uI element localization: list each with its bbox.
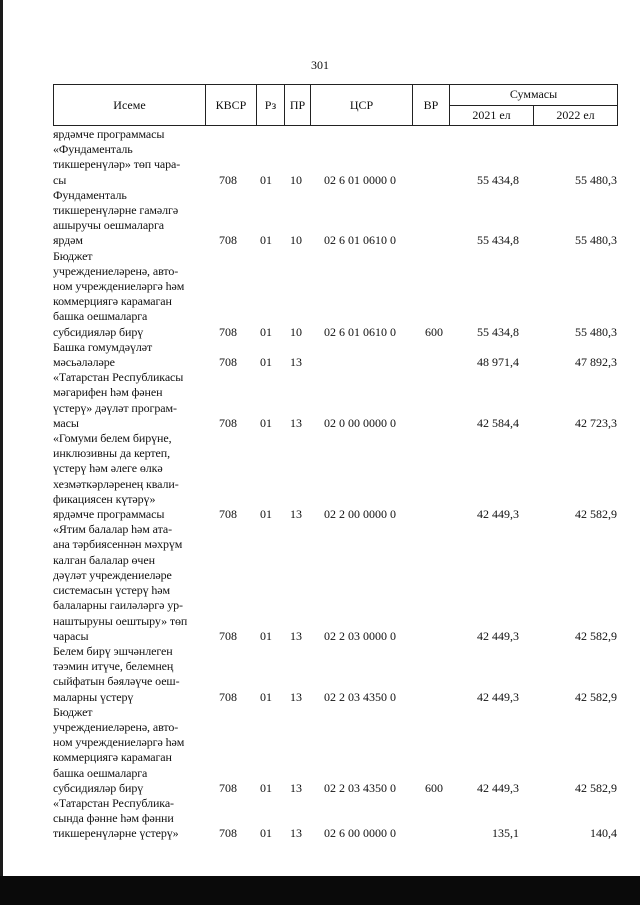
row-name-line: ном учреждениеләргә һәм <box>53 735 185 750</box>
cell-sum-2022: 42 723,3 <box>575 415 617 430</box>
cell-rz: 01 <box>260 780 272 795</box>
row-name-line: мәсьәләләре <box>53 355 115 370</box>
cell-csr: 02 2 03 0000 0 <box>324 628 396 643</box>
cell-kvsr: 708 <box>219 324 237 339</box>
row-name-line: субсидияләр бирү <box>53 780 144 795</box>
cell-sum-2021: 42 449,3 <box>477 507 519 522</box>
row-name-line: ашыручы оешмаларга <box>53 218 164 233</box>
cell-pr: 13 <box>290 826 302 841</box>
page-number: 301 <box>311 58 329 72</box>
cell-rz: 01 <box>260 826 272 841</box>
header-rz: Рз <box>257 85 285 126</box>
table-row <box>53 370 617 431</box>
cell-sum-2022: 42 582,9 <box>575 689 617 704</box>
row-name-line: коммерциягә карамаган <box>53 294 172 309</box>
row-name-line: ярдәмче программасы <box>53 507 165 522</box>
cell-csr: 02 2 03 4350 0 <box>324 689 396 704</box>
table-row <box>53 705 617 796</box>
table-row <box>53 431 617 522</box>
table-row <box>53 142 617 188</box>
row-name-line: ана тәрбиясеннән мәхрүм <box>53 537 183 552</box>
row-name-line: наштыруны оештыру» төп <box>53 613 188 628</box>
table-row <box>53 340 617 370</box>
header-year-2021: 2021 ел <box>450 105 534 126</box>
cell-vr: 600 <box>425 780 443 795</box>
cell-pr: 13 <box>290 507 302 522</box>
row-name-line: ярдәм <box>53 233 83 248</box>
header-sums: Суммасы <box>450 85 618 106</box>
cell-csr: 02 6 01 0610 0 <box>324 324 396 339</box>
row-name-line: тикшеренүләрне үстерү» <box>53 826 179 841</box>
cell-pr: 13 <box>290 780 302 795</box>
cell-sum-2022: 55 480,3 <box>575 172 617 187</box>
cell-pr: 10 <box>290 324 302 339</box>
row-name-line: мәгарифен һәм фәнен <box>53 385 163 400</box>
cell-rz: 01 <box>260 415 272 430</box>
row-name-line: учреждениеләренә, авто- <box>53 719 179 734</box>
table-row <box>53 188 617 249</box>
cell-kvsr: 708 <box>219 172 237 187</box>
row-name-line: калган балалар өчен <box>53 552 155 567</box>
row-name-line: «Гомуми белем бирүне, <box>53 431 172 446</box>
row-name-line: Бюджет <box>53 704 93 719</box>
row-name-line: Фундаменталь <box>53 187 127 202</box>
cell-csr: 02 2 03 4350 0 <box>324 780 396 795</box>
cell-pr: 13 <box>290 689 302 704</box>
cell-rz: 01 <box>260 355 272 370</box>
row-name-line: коммерциягә карамаган <box>53 750 172 765</box>
cell-pr: 13 <box>290 628 302 643</box>
row-name-line: ярдәмче программасы <box>53 127 165 141</box>
row-name-line: инклюзивны да кертеп, <box>53 446 170 461</box>
table-row <box>53 796 617 842</box>
row-name-line: системасын үстерү һәм <box>53 583 171 598</box>
row-name-line: «Ятим балалар һәм ата- <box>53 522 172 537</box>
cell-sum-2021: 55 434,8 <box>477 233 519 248</box>
header-year-2022: 2022 ел <box>534 105 618 126</box>
row-name-line: фикациясен күтәрү» <box>53 491 156 506</box>
header-vr: ВР <box>413 85 450 126</box>
row-name-line: үстерү» дәүләт програм- <box>53 400 177 415</box>
row-name-line: тәэмин итүче, белемнең <box>53 659 174 674</box>
table-row <box>53 127 617 142</box>
row-name-line: маларны үстерү <box>53 689 134 704</box>
header-pr: ПР <box>285 85 311 126</box>
row-name-line: ном учреждениеләргә һәм <box>53 279 185 294</box>
table-row <box>53 522 617 644</box>
cell-sum-2021: 55 434,8 <box>477 324 519 339</box>
row-name <box>53 522 205 644</box>
cell-pr: 13 <box>290 355 302 370</box>
cell-sum-2021: 48 971,4 <box>477 355 519 370</box>
row-name-line: башка оешмаларга <box>53 309 148 324</box>
row-name-line: субсидияләр бирү <box>53 324 144 339</box>
row-name-line: тикшеренүләр» төп чара- <box>53 157 181 172</box>
cell-rz: 01 <box>260 324 272 339</box>
row-name-line: «Татарстан Республика- <box>53 795 174 810</box>
cell-kvsr: 708 <box>219 780 237 795</box>
row-name-line: сыйфатын бәяләүче оеш- <box>53 674 180 689</box>
row-name-line: дәүләт учреждениеләре <box>53 567 172 582</box>
row-name-line: Белем бирү эшчәнлеген <box>53 643 173 658</box>
row-name-line: башка оешмаларга <box>53 765 148 780</box>
row-name-line: Башка гомумдәүләт <box>53 339 153 354</box>
table-header <box>53 84 618 126</box>
page-left-edge <box>0 0 3 880</box>
row-name-line: хезмәткәрләренең квали- <box>53 476 179 491</box>
row-name-line: сы <box>53 172 67 187</box>
cell-vr: 600 <box>425 324 443 339</box>
table-row <box>53 249 617 340</box>
cell-kvsr: 708 <box>219 507 237 522</box>
cell-sum-2022: 42 582,9 <box>575 780 617 795</box>
cell-sum-2022: 55 480,3 <box>575 324 617 339</box>
cell-kvsr: 708 <box>219 355 237 370</box>
cell-rz: 01 <box>260 172 272 187</box>
row-name-line: Бюджет <box>53 248 93 263</box>
cell-rz: 01 <box>260 507 272 522</box>
row-name-line: масы <box>53 415 79 430</box>
row-name-line: «Фундаменталь <box>53 142 133 157</box>
cell-csr: 02 6 00 0000 0 <box>324 826 396 841</box>
cell-rz: 01 <box>260 233 272 248</box>
cell-sum-2021: 55 434,8 <box>477 172 519 187</box>
row-name-line: учреждениеләренә, авто- <box>53 263 179 278</box>
cell-kvsr: 708 <box>219 826 237 841</box>
row-name-line: чарасы <box>53 628 89 643</box>
cell-csr: 02 6 01 0000 0 <box>324 172 396 187</box>
cell-sum-2022: 55 480,3 <box>575 233 617 248</box>
cell-kvsr: 708 <box>219 628 237 643</box>
cell-sum-2021: 135,1 <box>492 826 519 841</box>
cell-sum-2022: 42 582,9 <box>575 628 617 643</box>
table-row <box>53 644 617 705</box>
header-name: Исеме <box>54 85 206 126</box>
cell-kvsr: 708 <box>219 415 237 430</box>
cell-kvsr: 708 <box>219 233 237 248</box>
cell-sum-2021: 42 449,3 <box>477 689 519 704</box>
cell-rz: 01 <box>260 628 272 643</box>
cell-rz: 01 <box>260 689 272 704</box>
row-name-line: үстерү һәм әлеге өлкә <box>53 461 163 476</box>
cell-csr: 02 2 00 0000 0 <box>324 507 396 522</box>
cell-pr: 13 <box>290 415 302 430</box>
cell-kvsr: 708 <box>219 689 237 704</box>
row-name-line: «Татарстан Республикасы <box>53 370 184 385</box>
cell-sum-2021: 42 584,4 <box>477 415 519 430</box>
cell-sum-2022: 47 892,3 <box>575 355 617 370</box>
cell-csr: 02 6 01 0610 0 <box>324 233 396 248</box>
cell-sum-2021: 42 449,3 <box>477 780 519 795</box>
budget-rows <box>53 127 617 842</box>
row-name-line: сында фәнне һәм фәнни <box>53 811 174 826</box>
header-csr: ЦСР <box>311 85 413 126</box>
row-name-line: балаларны гаиләләргә ур- <box>53 598 183 613</box>
cell-csr: 02 0 00 0000 0 <box>324 415 396 430</box>
scan-bottom-bar <box>0 876 640 905</box>
cell-sum-2022: 140,4 <box>590 826 617 841</box>
cell-sum-2022: 42 582,9 <box>575 507 617 522</box>
row-name-line: тикшеренүләрне гамәлгә <box>53 203 179 218</box>
header-kvsr: КВСР <box>206 85 257 126</box>
cell-pr: 10 <box>290 233 302 248</box>
cell-pr: 10 <box>290 172 302 187</box>
cell-sum-2021: 42 449,3 <box>477 628 519 643</box>
